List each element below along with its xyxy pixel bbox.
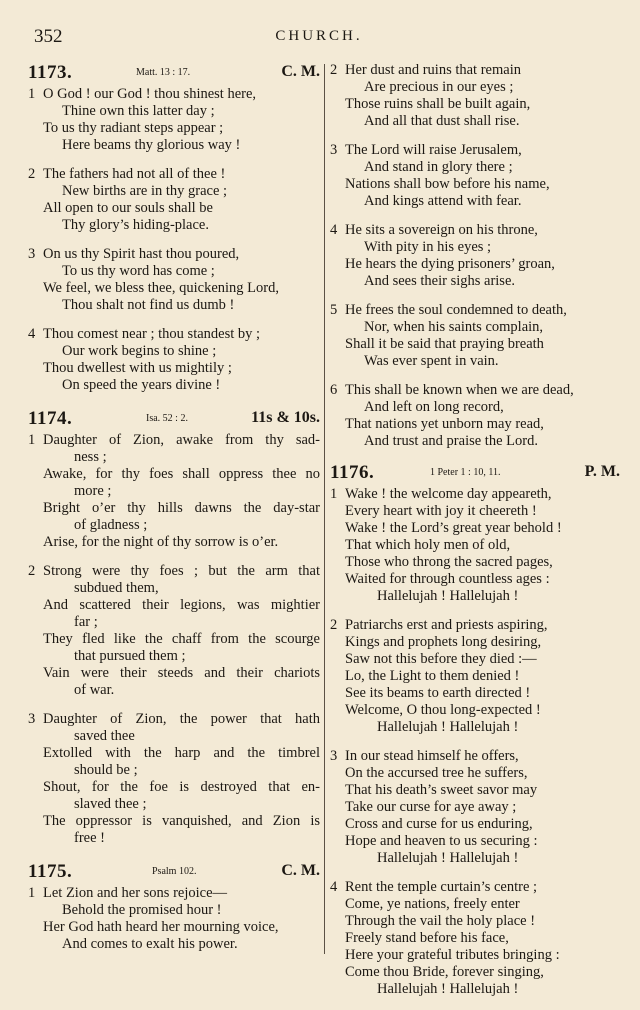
verse-line: O God ! our God ! thou shinest here, [43, 86, 257, 102]
verse-line: The oppressor is vanquished, and Zion is [43, 813, 320, 829]
hymn-block [28, 408, 320, 847]
verse-line: Take our curse for aye away ; [345, 799, 517, 815]
verse-line: On us thy Spirit hast thou poured, [43, 246, 240, 262]
verse [330, 617, 620, 736]
verse-line: He sits a sovereign on his throne, [345, 222, 538, 238]
verse-line: Wake ! the welcome day appeareth, [345, 486, 552, 502]
scripture-reference: Psalm 102. [152, 866, 197, 877]
verse-line: Hallelujah ! Hallelujah ! [377, 588, 519, 604]
verse [330, 142, 620, 210]
left-column [28, 62, 320, 965]
verse-line: Those ruins shall be built again, [345, 96, 531, 112]
verse-line: The fathers had not all of thee ! [43, 166, 226, 182]
hymn-heading [28, 861, 320, 883]
verse-number: 3 [28, 711, 36, 727]
verse-line: To us thy word has come ; [62, 263, 215, 279]
verse-line: of war. [74, 682, 115, 698]
verse-line: Shall it be said that praying breath [345, 336, 544, 352]
verse-line: Waited for through countless ages : [345, 571, 550, 587]
verse-line: Kings and prophets long desiring, [345, 634, 542, 650]
verse [330, 486, 620, 605]
verse-number: 6 [330, 382, 338, 398]
verse-line: Her dust and ruins that remain [345, 62, 521, 78]
verse-line: And stand in glory there ; [364, 159, 513, 175]
verse-line: Hallelujah ! Hallelujah ! [377, 981, 519, 997]
verse-line: To us thy radiant steps appear ; [43, 120, 224, 136]
verse-line: Vain were their steeds and their chariots [43, 665, 320, 681]
verse-line: And left on long record, [364, 399, 504, 415]
hymn-block [28, 861, 320, 953]
verse-line: that pursued them ; [74, 648, 186, 664]
verse-number: 1 [330, 486, 338, 502]
verse [330, 302, 620, 370]
hymn-number: 1173. [28, 62, 73, 83]
verse-line: This shall be known when we are dead, [345, 382, 574, 398]
verse [28, 711, 320, 847]
verse-line: Arise, for the night of thy sorrow is o’er. [43, 534, 279, 550]
verse-line: Cross and curse for us enduring, [345, 816, 533, 832]
verse-line: That which holy men of old, [345, 537, 511, 553]
page-number: 352 [34, 26, 63, 47]
verse-line: Was ever spent in vain. [364, 353, 499, 369]
verse-line: And sees their sighs arise. [364, 273, 516, 289]
verse-line: Behold the promised hour ! [62, 902, 222, 918]
verse-line: Our work begins to shine ; [62, 343, 217, 359]
verse-line: slaved thee ; [74, 796, 147, 812]
verse-line: Welcome, O thou long-expected ! [345, 702, 541, 718]
verse-line: of gladness ; [74, 517, 148, 533]
verse-line: Rent the temple curtain’s centre ; [345, 879, 538, 895]
verse-number: 5 [330, 302, 338, 318]
scripture-reference: Matt. 13 : 17. [136, 67, 191, 78]
verse-line: On the accursed tree he suffers, [345, 765, 528, 781]
verse-line: Every heart with joy it cheereth ! [345, 503, 537, 519]
verse-line: Thou shalt not find us dumb ! [62, 297, 235, 313]
verse-line: That nations yet unborn may read, [345, 416, 544, 432]
verse-number: 4 [28, 326, 36, 342]
hymn-block [330, 62, 620, 450]
verse-line: And trust and praise the Lord. [364, 433, 538, 449]
verse-line: Daughter of Zion, awake from thy sad- [43, 432, 320, 448]
verse-line: Thou comest near ; thou standest by ; [43, 326, 261, 342]
verse-number: 4 [330, 222, 338, 238]
verse [330, 748, 620, 867]
hymn-number: 1176. [330, 462, 375, 483]
hymn-meter: C. M. [281, 862, 320, 879]
verse-line: saved thee [74, 728, 135, 744]
verse-number: 3 [28, 246, 36, 262]
verse-line: Wake ! the Lord’s great year behold ! [345, 520, 562, 536]
verse-number: 3 [330, 748, 338, 764]
verse-line: Awake, for thy foes shall oppress thee no [43, 466, 320, 482]
scripture-reference: 1 Peter 1 : 10, 11. [430, 467, 501, 478]
verse-line: And comes to exalt his power. [62, 936, 238, 952]
verse-line: He frees the soul condemned to death, [345, 302, 567, 318]
verse-number: 1 [28, 432, 36, 448]
verse-line: Lo, the Light to them denied ! [345, 668, 520, 684]
hymn-block [28, 62, 320, 394]
verse-line: more ; [74, 483, 112, 499]
verse-line: On speed the years divine ! [62, 377, 221, 393]
verse [28, 166, 320, 234]
verse-line: In our stead himself he offers, [345, 748, 519, 764]
verse-line: They fled like the chaff from the scourge [43, 631, 320, 647]
verse-line: Thou dwellest with us mightily ; [43, 360, 232, 376]
verse-line: That his death’s sweet savor may [345, 782, 538, 798]
hymn-heading [28, 62, 320, 84]
verse-line: free ! [74, 830, 105, 846]
hymn-block [330, 462, 620, 998]
verse [28, 432, 320, 551]
verse-line: All open to our souls shall be [43, 200, 213, 216]
column-divider [324, 64, 325, 954]
hymn-heading [28, 408, 320, 430]
verse [330, 62, 620, 130]
verse-line: Come thou Bride, forever singing, [345, 964, 544, 980]
verse-line: See its beams to earth directed ! [345, 685, 531, 701]
hymn-meter: 11s & 10s. [251, 409, 320, 426]
verse-line: We feel, we bless thee, quickening Lord, [43, 280, 279, 296]
verse-line: Freely stand before his face, [345, 930, 509, 946]
verse-line: Hallelujah ! Hallelujah ! [377, 719, 519, 735]
verse-line: subdued them, [74, 580, 159, 596]
verse-line: Those who throng the sacred pages, [345, 554, 553, 570]
verse-line: He hears the dying prisoners’ groan, [345, 256, 555, 272]
hymn-meter: P. M. [584, 463, 620, 480]
verse-line: Nations shall bow before his name, [345, 176, 550, 192]
verse-line: Hope and heaven to us securing : [345, 833, 538, 849]
verse-line: And scattered their legions, was mightier [43, 597, 320, 613]
verse-number: 1 [28, 885, 36, 901]
verse-line: Come, ye nations, freely enter [345, 896, 520, 912]
verse-line: With pity in his eyes ; [364, 239, 492, 255]
running-title: CHURCH. [275, 28, 363, 44]
verse-line: Let Zion and her sons rejoice— [43, 885, 228, 901]
verse-line: Are precious in our eyes ; [364, 79, 514, 95]
verse-line: Strong were thy foes ; but the arm that [43, 563, 320, 579]
verse-line: Here your grateful tributes bringing : [345, 947, 560, 963]
verse-number: 2 [330, 617, 338, 633]
right-column [330, 62, 620, 1010]
verse [28, 246, 320, 314]
verse-number: 2 [330, 62, 338, 78]
verse-line: far ; [74, 614, 98, 630]
verse-line: ness ; [74, 449, 107, 465]
scripture-reference: Isa. 52 : 2. [146, 413, 188, 424]
verse [330, 222, 620, 290]
verse-line: New births are in thy grace ; [62, 183, 228, 199]
verse [28, 326, 320, 394]
hymn-number: 1174. [28, 408, 73, 429]
verse-line: Patriarchs erst and priests aspiring, [345, 617, 548, 633]
verse-line: Thy glory’s hiding-place. [62, 217, 209, 233]
verse-line: Saw not this before they died :— [345, 651, 537, 667]
verse [28, 86, 320, 154]
verse-line: Hallelujah ! Hallelujah ! [377, 850, 519, 866]
verse-number: 2 [28, 563, 36, 579]
verse-line: The Lord will raise Jerusalem, [345, 142, 522, 158]
verse-line: Nor, when his saints complain, [364, 319, 544, 335]
verse-line: Thine own this latter day ; [62, 103, 215, 119]
verse-line: Here beams thy glorious way ! [62, 137, 241, 153]
verse-number: 3 [330, 142, 338, 158]
hymn-meter: C. M. [281, 63, 320, 80]
verse [28, 885, 320, 953]
verse-line: And kings attend with fear. [364, 193, 522, 209]
verse [330, 879, 620, 998]
verse-line: Through the vail the holy place ! [345, 913, 536, 929]
verse [330, 382, 620, 450]
page-header [34, 26, 604, 48]
verse-line: Extolled with the harp and the timbrel [43, 745, 320, 761]
verse-line: Daughter of Zion, the power that hath [43, 711, 320, 727]
hymn-heading [330, 462, 620, 484]
verse-line: Bright o’er thy hills dawns the day-star [43, 500, 320, 516]
hymn-number: 1175. [28, 861, 73, 882]
verse-number: 2 [28, 166, 36, 182]
verse [28, 563, 320, 699]
verse-number: 1 [28, 86, 36, 102]
verse-line: And all that dust shall rise. [364, 113, 520, 129]
verse-number: 4 [330, 879, 338, 895]
verse-line: Her God hath heard her mourning voice, [43, 919, 279, 935]
verse-line: Shout, for the foe is destroyed that en- [43, 779, 320, 795]
verse-line: should be ; [74, 762, 138, 778]
